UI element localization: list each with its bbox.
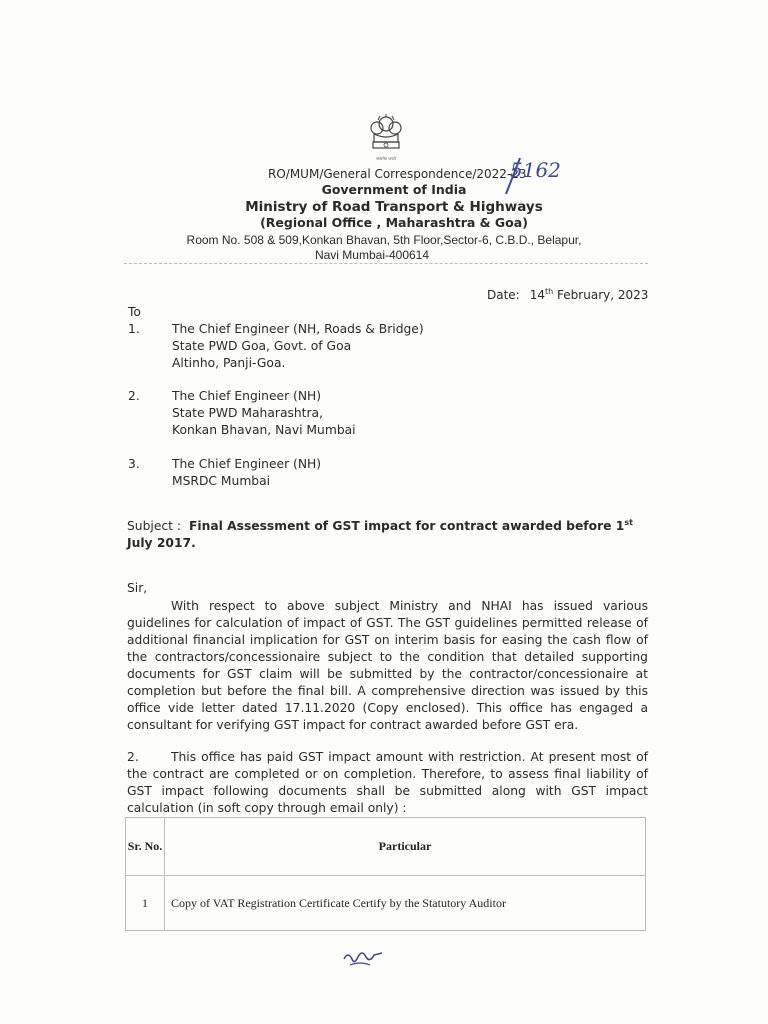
handwritten-number: 5162: [510, 158, 561, 182]
subject-label: Subject :: [127, 519, 182, 534]
table-header-sr: Sr. No.: [126, 818, 165, 876]
table-row: [126, 876, 646, 931]
header-government: Government of India: [321, 182, 467, 197]
header-office: (Regional Office , Maharashtra & Goa): [260, 215, 528, 230]
handwritten-initials: [340, 945, 386, 971]
national-emblem-icon: [366, 112, 406, 162]
header-divider: [124, 263, 648, 264]
subject-text: Final Assessment of GST impact for contract awarded before 1st July 2017.: [127, 518, 633, 551]
header-address-line1: Room No. 508 & 509,Konkan Bhavan, 5th Floor,Sector-6, C.B.D., Belapur,: [186, 233, 582, 247]
recipient-number: 1.: [128, 322, 140, 336]
recipient-line: The Chief Engineer (NH): [172, 457, 322, 471]
recipient-line: Altinho, Panji-Goa.: [172, 356, 286, 370]
paragraph-2-text: This office has paid GST impact amount with restriction. At present most of the contract are completed or on completion. Therefore, to assess final liability of GST impact following documents shall be submitted along with GST impact calculation (in soft copy through email only) :: [127, 750, 648, 815]
to-label: To: [128, 305, 141, 319]
paragraph-1: With respect to above subject Ministry and NHAI has issued various guidelines for calculation of impact of GST. The GST guidelines permitted release of additional financial implication for GST on interim basis for easing the cash flow of the contractors/concessionaire subject to the condition that detailed supporting documents for GST claim will be submitted by the contractor/concessionaire at completion but before the final bill. A comprehensive direction was issued by this office vide letter dated 17.11.2020 (Copy enclosed). This office has engaged a consultant for verifying GST impact for contract awarded before GST era.: [127, 599, 648, 732]
recipient-line: MSRDC Mumbai: [172, 474, 271, 488]
paragraph-2: [127, 749, 648, 817]
reference-code: RO/MUM/General Correspondence/2022-23: [268, 167, 527, 181]
recipient-line: State PWD Goa, Govt. of Goa: [172, 339, 352, 353]
recipient-line: The Chief Engineer (NH): [172, 389, 322, 403]
table-header-row: [126, 818, 646, 876]
recipient-line: State PWD Maharashtra,: [172, 406, 323, 420]
recipient-line: Konkan Bhavan, Navi Mumbai: [172, 423, 356, 437]
date-day: 14: [529, 288, 546, 302]
documents-table: [125, 817, 646, 931]
date-suffix: th: [545, 287, 554, 296]
subject-line: [127, 514, 648, 552]
letter-date: [487, 287, 648, 302]
date-rest: February, 2023: [553, 288, 649, 302]
paragraph-2-number: 2.: [127, 750, 139, 764]
emblem-caption: सत्यमेव जयते: [376, 156, 396, 161]
table-cell-sr: 1: [126, 876, 165, 931]
date-label: Date:: [487, 288, 520, 302]
header-address-line2: Navi Mumbai-400614: [314, 248, 430, 262]
recipient-line: The Chief Engineer (NH, Roads & Bridge): [172, 322, 424, 336]
header-ministry: Ministry of Road Transport & Highways: [245, 199, 543, 215]
salutation: Sir,: [127, 581, 148, 595]
table-header-particular: Particular: [165, 818, 646, 876]
table-cell-particular: Copy of VAT Registration Certificate Certify by the Statutory Auditor: [165, 876, 646, 931]
recipient-number: 2.: [128, 389, 140, 403]
recipient-number: 3.: [128, 457, 140, 471]
